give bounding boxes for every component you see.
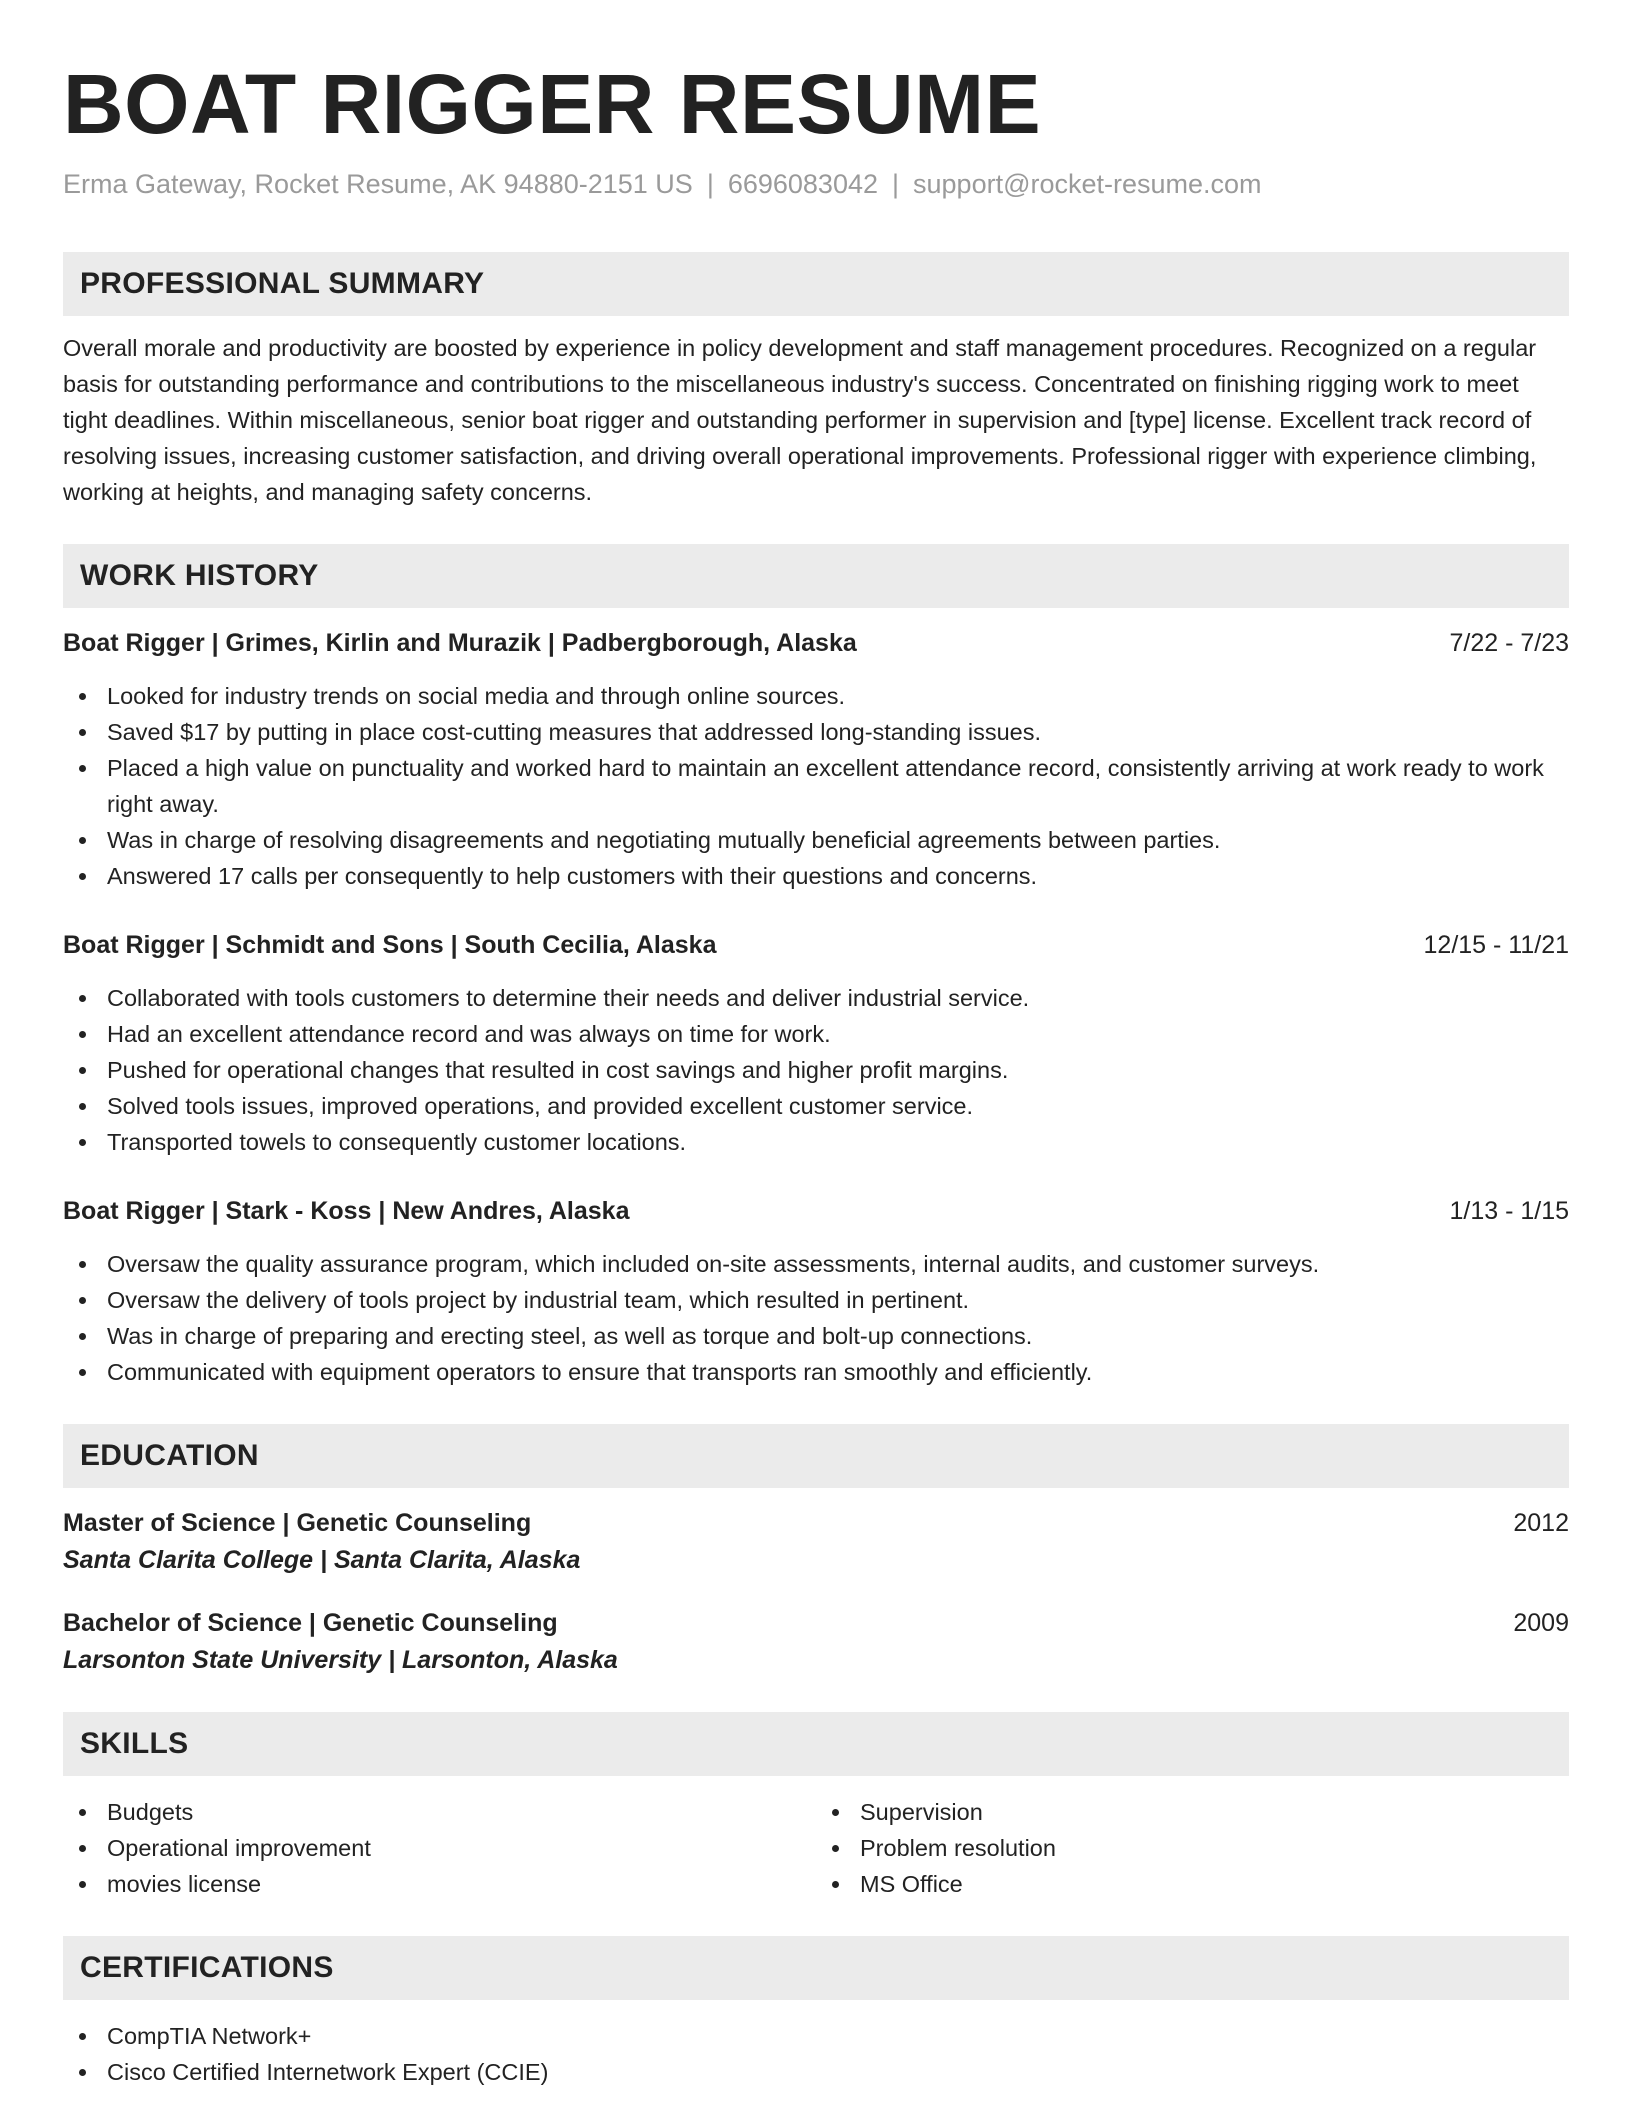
section-heading-certifications: CERTIFICATIONS xyxy=(63,1936,1569,2000)
job-dates: 12/15 - 11/21 xyxy=(1423,931,1569,959)
skills-section xyxy=(63,1712,1569,1902)
job-header xyxy=(63,1194,1569,1228)
education-entry xyxy=(63,1506,1569,1578)
job-bullet: Was in charge of preparing and erecting steel, as well as torque and bolt-up connections. xyxy=(63,1318,1569,1354)
job-title: Boat Rigger | Schmidt and Sons | South Cecilia, Alaska xyxy=(63,931,717,959)
job-bullet: Collaborated with tools customers to determine their needs and deliver industrial service. xyxy=(63,980,1569,1016)
education-school: Santa Clarita College | Santa Clarita, Alaska xyxy=(63,1546,581,1574)
job-bullet: Saved $17 by putting in place cost-cutting measures that addressed long-standing issues. xyxy=(63,714,1569,750)
job-entry xyxy=(63,626,1569,894)
job-title: Boat Rigger | Stark - Koss | New Andres, Alaska xyxy=(63,1197,630,1225)
job-bullet: Had an excellent attendance record and was always on time for work. xyxy=(63,1016,1569,1052)
contact-phone: 6696083042 xyxy=(727,169,878,199)
skill-item: Operational improvement xyxy=(63,1830,816,1866)
certification-item: Cisco Certified Internetwork Expert (CCIE) xyxy=(63,2054,1569,2090)
job-bullet: Oversaw the quality assurance program, which included on-site assessments, internal audits, and customer surveys. xyxy=(63,1246,1569,1282)
contact-separator: | xyxy=(706,169,714,199)
job-bullet: Solved tools issues, improved operations, and provided excellent customer service. xyxy=(63,1088,1569,1124)
job-entry xyxy=(63,928,1569,1160)
education-school: Larsonton State University | Larsonton, Alaska xyxy=(63,1646,618,1674)
section-heading-education: EDUCATION xyxy=(63,1424,1569,1488)
job-bullets xyxy=(63,1246,1569,1390)
job-bullet: Looked for industry trends on social media and through online sources. xyxy=(63,678,1569,714)
skills-column-right xyxy=(816,1794,1569,1902)
education-degree: Master of Science | Genetic Counseling xyxy=(63,1509,532,1537)
contact-line xyxy=(63,166,1569,202)
job-bullet: Was in charge of resolving disagreements and negotiating mutually beneficial agreements between parties. xyxy=(63,822,1569,858)
job-bullet: Transported towels to consequently customer locations. xyxy=(63,1124,1569,1160)
job-bullets xyxy=(63,678,1569,894)
education-year: 2009 xyxy=(1513,1609,1569,1637)
skill-item: movies license xyxy=(63,1866,816,1902)
job-title: Boat Rigger | Grimes, Kirlin and Murazik | Padbergborough, Alaska xyxy=(63,629,857,657)
job-bullet: Oversaw the delivery of tools project by industrial team, which resulted in pertinent. xyxy=(63,1282,1569,1318)
work-history-section xyxy=(63,544,1569,1390)
contact-email: support@rocket-resume.com xyxy=(913,169,1262,199)
job-bullets xyxy=(63,980,1569,1160)
skill-item: Problem resolution xyxy=(816,1830,1569,1866)
job-bullet: Communicated with equipment operators to ensure that transports ran smoothly and efficiently. xyxy=(63,1354,1569,1390)
job-entry xyxy=(63,1194,1569,1390)
education-header xyxy=(63,1506,1569,1540)
resume-title: BOAT RIGGER RESUME xyxy=(63,57,1042,151)
skill-item: Supervision xyxy=(816,1794,1569,1830)
job-header xyxy=(63,626,1569,660)
certification-item: CompTIA Network+ xyxy=(63,2018,1569,2054)
certifications-section xyxy=(63,1936,1569,2090)
job-dates: 7/22 - 7/23 xyxy=(1449,629,1569,657)
skill-item: MS Office xyxy=(816,1866,1569,1902)
education-degree: Bachelor of Science | Genetic Counseling xyxy=(63,1609,558,1637)
job-bullet: Placed a high value on punctuality and worked hard to maintain an excellent attendance record, consistently arriving at work ready to work right away. xyxy=(63,750,1569,822)
job-header xyxy=(63,928,1569,962)
education-section xyxy=(63,1424,1569,1678)
certifications-list xyxy=(63,2018,1569,2090)
summary-text: Overall morale and productivity are boosted by experience in policy development and staff management procedures. Recognized on a regular basis for outstanding performance and contributions to the miscellaneous industry's success. Concentrated on finishing rigging work to meet tight deadlines. Within miscellaneous, senior boat rigger and outstanding performer in supervision and [type] license. Excellent track record of resolving issues, increasing customer satisfaction, and driving overall operational improvements. Professional rigger with experience climbing, working at heights, and managing safety concerns. xyxy=(63,335,1537,505)
job-dates: 1/13 - 1/15 xyxy=(1449,1197,1569,1225)
education-year: 2012 xyxy=(1513,1509,1569,1537)
job-bullet: Answered 17 calls per consequently to help customers with their questions and concerns. xyxy=(63,858,1569,894)
job-bullet: Pushed for operational changes that resulted in cost savings and higher profit margins. xyxy=(63,1052,1569,1088)
education-header xyxy=(63,1606,1569,1640)
contact-address: Erma Gateway, Rocket Resume, AK 94880-2151 US xyxy=(63,169,693,199)
contact-separator: | xyxy=(892,169,900,199)
section-heading-summary: PROFESSIONAL SUMMARY xyxy=(63,252,1569,316)
education-entry xyxy=(63,1606,1569,1678)
section-heading-skills: SKILLS xyxy=(63,1712,1569,1776)
section-heading-work-history: WORK HISTORY xyxy=(63,544,1569,608)
skill-item: Budgets xyxy=(63,1794,816,1830)
skills-columns xyxy=(63,1794,1569,1902)
skills-column-left xyxy=(63,1794,816,1902)
